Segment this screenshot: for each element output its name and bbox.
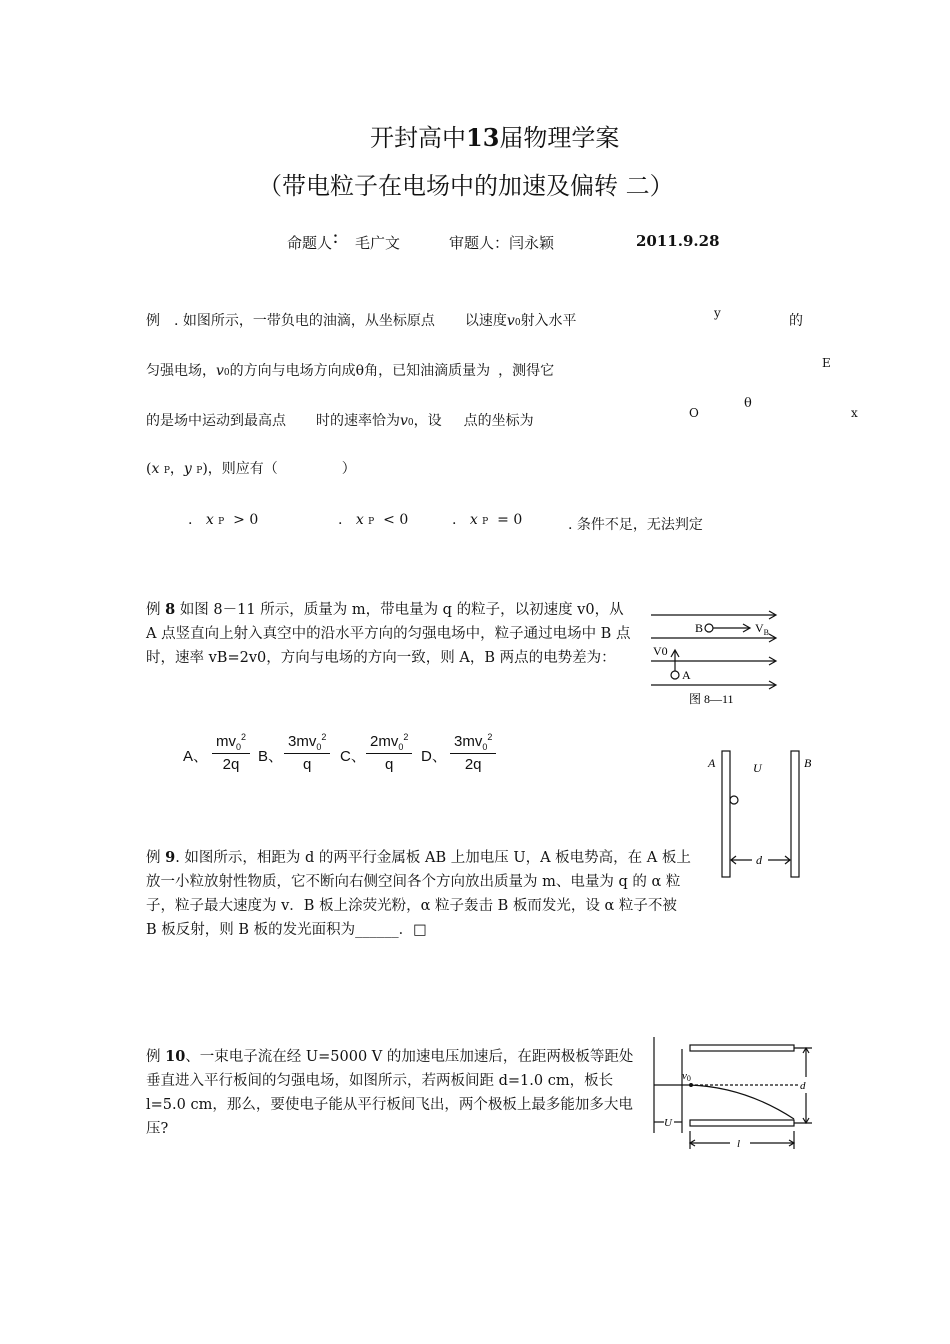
ex8-option-a-label: A、 [183,748,209,765]
ex7-line4: (x P，y P)，则应有（ ） [146,461,356,477]
fig-l-label: l [737,1138,741,1150]
point-b-marker [705,624,713,632]
plate-a [722,751,730,877]
ex7-line1-end: 的 [789,313,803,329]
deflection-plate-bottom [690,1120,794,1126]
ex8-option-b-fraction: $\frac{3mv_0^2}{q}$ [284,732,330,773]
ex7-fig-theta-label: θ [744,396,752,411]
fig-b-label: B [695,621,704,635]
fig-caption: 图 8—11 [689,692,734,706]
page-title: 开封高中13届物理学案 [370,123,620,152]
plate-b [791,751,799,877]
ex8-option-c-label: C、 [340,748,366,765]
ex7-line1: 例 . 如图所示，一带负电的油滴，从坐标原点 以速度v0射入水平 [146,313,577,329]
ex8-figure [645,605,785,710]
ex8-option-d-fraction: $\frac{3mv_0^2}{2q}$ [450,732,496,773]
fig-u-label: U [664,1117,672,1129]
ex7-fig-x-label: x [851,406,858,420]
ex7-line2: 匀强电场，v0的方向与电场方向成θ角，已知油滴质量为 ，测得它 [146,363,555,379]
fig-d-label: d [756,853,762,867]
ex8-option-a-fraction: $\frac{mv_0^2}{2q}$ [212,732,250,773]
ex7-option-c: . x P = 0 [452,512,523,528]
ex9-text: 例 9. 如图所示，相距为 d 的两平行金属板 AB 上加电压 U，A 板电势高，在 A 板上放一小粒放射性物质，它不断向右侧空间各个方向放出质量为 m、电量为 q 的 α 粒子，粒子最大速度为 v．B 板上涂荧光粉，α 粒子轰击 B 板而发光，设 α 粒子不被 B 板反射，则 B 板的发光面积为______．□ [146,849,691,938]
reviewer: 审题人：闫永颖 [449,234,555,252]
fig-d-label: d [800,1080,806,1092]
fig-v0-label: v0 [682,1070,691,1083]
fig-a-label: A [682,668,691,682]
fig-vb-label: $V_B$ [755,621,770,637]
electron-trajectory [690,1085,794,1119]
deflection-plate-top [690,1045,794,1051]
ex8-option-b-label: B、 [258,748,284,765]
fig-v0-label: V0 [653,644,668,658]
ex7-option-b: . x P < 0 [338,512,409,528]
fig-b-label: B [804,756,812,770]
page-subtitle: （带电粒子在电场中的加速及偏转 二） [258,172,674,200]
ex10-text: 例 10、一束电子流在经 U=5000 V 的加速电压加速后，在距两极板等距处垂直进入平行板间的匀强电场，如图所示，若两板间距 d=1.0 cm，板长 l=5.0 cm，那么，要使电子能从平行板间飞出，两个极板上最多能加多大电压? [146,1048,634,1137]
ex9-figure [700,745,820,885]
ex7-line3: 的是场中运动到最高点 时的速率恰为v0，设 点的坐标为 [146,413,534,429]
point-a-marker [671,671,679,679]
ex7-option-d: . 条件不足，无法判定 [568,517,703,533]
ex7-fig-y-label: y [714,306,721,320]
ex7-option-a: . x P > 0 [188,512,259,528]
fig-u-label: U [753,761,762,775]
fig-a-label: A [708,756,716,770]
ex10-figure [650,1035,820,1153]
electron-entry-point [689,1083,693,1087]
ex8-option-c-fraction: $\frac{2mv_0^2}{q}$ [366,732,412,773]
ex8-option-d-label: D、 [421,748,447,765]
source-particle [730,796,738,804]
date: 2011.9.28 [636,232,720,250]
author-line: 命题人： 毛广文 [287,229,401,252]
ex7-fig-o-label: O [689,406,699,420]
ex8-text: 例 8 如图 8－11 所示，质量为 m，带电量为 q 的粒子，以初速度 v0，从 A 点竖直向上射入真空中的沿水平方向的匀强电场中，粒子通过电场中 B 点时，速率 vB=2v0，方向与电场的方向一致，则 A，B 两点的电势差为： [146,601,631,666]
ex7-fig-e-label: E [822,356,831,370]
